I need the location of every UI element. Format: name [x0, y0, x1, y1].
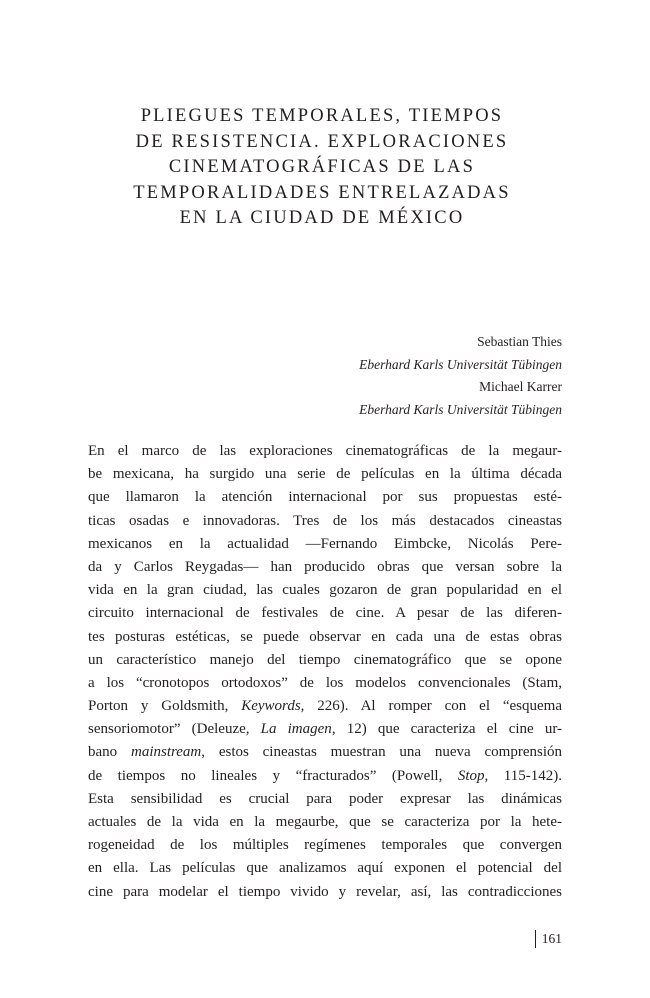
chapter-title: [85, 104, 559, 232]
body-line: actuales de la vida en la megaurbe, que se caracteriza por la hete-: [88, 814, 562, 830]
author-affiliation: Eberhard Karls Universität Tübingen: [359, 356, 562, 372]
title-line: TEMPORALIDADES ENTRELAZADAS: [133, 182, 511, 203]
body-line: Esta sensibilidad es crucial para poder expresar las dinámicas: [88, 790, 562, 807]
body-line: En el marco de las exploraciones cinematográficas de la megaur-: [88, 443, 562, 459]
title-line: DE RESISTENCIA. EXPLORACIONES: [135, 131, 509, 152]
author-affiliation: Eberhard Karls Universität Tübingen: [359, 401, 562, 417]
body-line: circuito internacional de festivales de cine. A pesar de las diferen-: [88, 605, 562, 622]
body-line: be mexicana, ha surgido una serie de películas en la última década: [88, 466, 562, 483]
title-line: PLIEGUES TEMPORALES, TIEMPOS: [140, 106, 504, 126]
body-paragraph: [88, 440, 562, 904]
body-line: cine para modelar el tiempo vivido y revelar, así, las contradicciones: [88, 883, 562, 900]
body-line: en ella. Las películas que analizamos aquí exponen el potencial del: [88, 860, 562, 877]
body-line: un característico manejo del tiempo cinematográfico que se opone: [88, 651, 562, 668]
body-line: a los “cronotopos ortodoxos” de los modelos convencionales (Stam,: [88, 674, 562, 691]
body-line: tes posturas estéticas, se puede observar en cada una de estas obras: [88, 628, 562, 645]
body-line: ticas osadas e innovadoras. Tres de los más destacados cineastas: [88, 512, 562, 529]
body-line: que llamaron la atención internacional por sus propuestas esté-: [88, 489, 562, 506]
body-line: rogeneidad de los múltiples regímenes temporales que convergen: [88, 837, 562, 854]
body-line: bano mainstream, estos cineastas muestran una nueva comprensión: [88, 744, 562, 761]
title-line: EN LA CIUDAD DE MÉXICO: [179, 208, 465, 228]
body-line: mexicanos en la actualidad —Fernando Eimbcke, Nicolás Pere-: [88, 535, 562, 552]
body-line: sensoriomotor” (Deleuze, La imagen, 12) que caracteriza el cine ur-: [88, 721, 563, 738]
body-line: de tiempos no lineales y “fracturados” (Powell, Stop, 115-142).: [88, 767, 562, 784]
author-name: Sebastian Thies: [477, 334, 562, 349]
body-line: vida en la gran ciudad, las cuales gozaron de gran popularidad en el: [88, 582, 562, 599]
body-line: da y Carlos Reygadas— han producido obras que versan sobre la: [88, 558, 562, 575]
body-line: Porton y Goldsmith, Keywords, 226). Al romper con el “esquema: [88, 698, 562, 715]
author-name: Michael Karrer: [479, 379, 562, 394]
title-line: CINEMATOGRÁFICAS DE LAS: [168, 157, 476, 177]
author-block: [359, 331, 562, 421]
page-number: 161: [535, 930, 562, 948]
